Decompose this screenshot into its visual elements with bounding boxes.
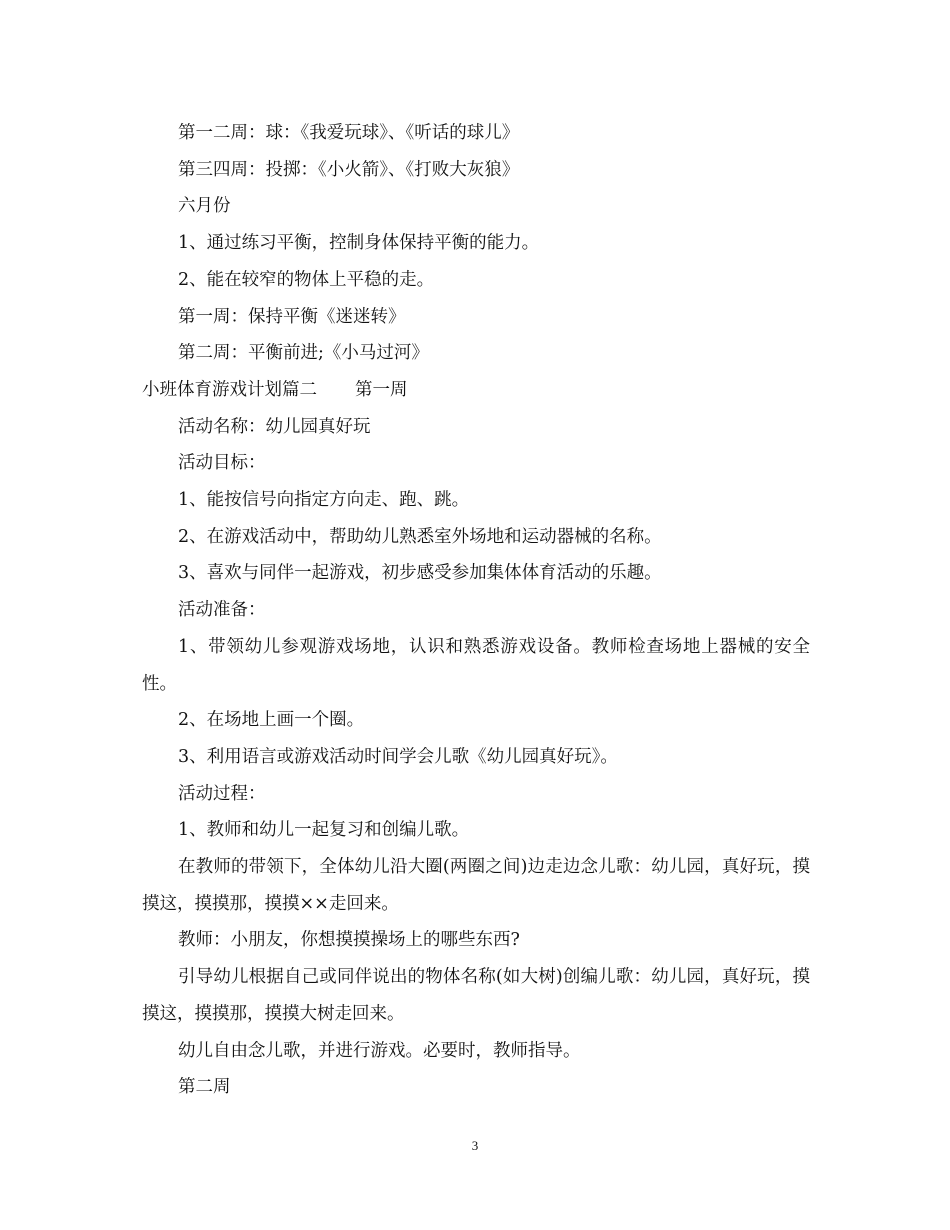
activity-name: 活动名称：幼儿园真好玩 bbox=[178, 416, 371, 437]
activity-goal-1: 1、能按信号向指定方向走、跑、跳。 bbox=[178, 490, 470, 511]
document-body bbox=[142, 115, 810, 1106]
activity-process-paragraph-2: 引导幼儿根据自己或同伴说出的物体名称(如大树)创编儿歌：幼儿园，真好玩，摸摸这，摸摸那，摸摸大树走回来。 bbox=[142, 967, 810, 1024]
activity-prep-3: 3、利用语言或游戏活动时间学会儿歌《幼儿园真好玩》。 bbox=[178, 746, 618, 767]
section-heading-week: 第一周 bbox=[355, 379, 408, 400]
section-heading-title: 小班体育游戏计划篇二 bbox=[142, 379, 317, 400]
activity-process-label: 活动过程： bbox=[178, 783, 266, 804]
section-heading bbox=[142, 372, 810, 409]
page-number: 3 bbox=[471, 1138, 479, 1153]
paragraph-week-2: 第二周：平衡前进;《小马过河》 bbox=[178, 343, 429, 364]
paragraph-week-1: 第一周：保持平衡《迷迷转》 bbox=[178, 306, 406, 327]
paragraph-june-goal-1: 1、通过练习平衡，控制身体保持平衡的能力。 bbox=[178, 233, 540, 254]
activity-process-paragraph-1: 在教师的带领下，全体幼儿沿大圈(两圈之间)边走边念儿歌：幼儿园，真好玩，摸摸这，摸摸那，摸摸××走回来。 bbox=[142, 857, 810, 914]
activity-process-teacher-question: 教师：小朋友，你想摸摸操场上的哪些东西? bbox=[178, 930, 520, 951]
activity-prep-2: 2、在场地上画一个圈。 bbox=[178, 710, 365, 731]
activity-prep-label: 活动准备： bbox=[178, 600, 266, 621]
activity-process-step-1: 1、教师和幼儿一起复习和创编儿歌。 bbox=[178, 820, 470, 841]
activity-goal-2: 2、在游戏活动中，帮助幼儿熟悉室外场地和运动器械的名称。 bbox=[178, 526, 662, 547]
paragraph-weeks-3-4: 第三四周：投掷：《小火箭》、《打败大灰狼》 bbox=[178, 159, 520, 180]
paragraph-june: 六月份 bbox=[178, 196, 231, 217]
week-2-heading: 第二周 bbox=[178, 1077, 231, 1098]
activity-goal-3: 3、喜欢与同伴一起游戏，初步感受参加集体体育活动的乐趣。 bbox=[178, 563, 662, 584]
activity-prep-1: 1、带领幼儿参观游戏场地，认识和熟悉游戏设备。教师检查场地上器械的安全性。 bbox=[142, 636, 810, 694]
activity-process-paragraph-3: 幼儿自由念儿歌，并进行游戏。必要时，教师指导。 bbox=[178, 1040, 581, 1061]
paragraph-june-goal-2: 2、能在较窄的物体上平稳的走。 bbox=[178, 269, 435, 290]
activity-goals-label: 活动目标： bbox=[178, 453, 266, 474]
paragraph-weeks-1-2: 第一二周：球：《我爱玩球》、《听话的球儿》 bbox=[178, 123, 520, 143]
